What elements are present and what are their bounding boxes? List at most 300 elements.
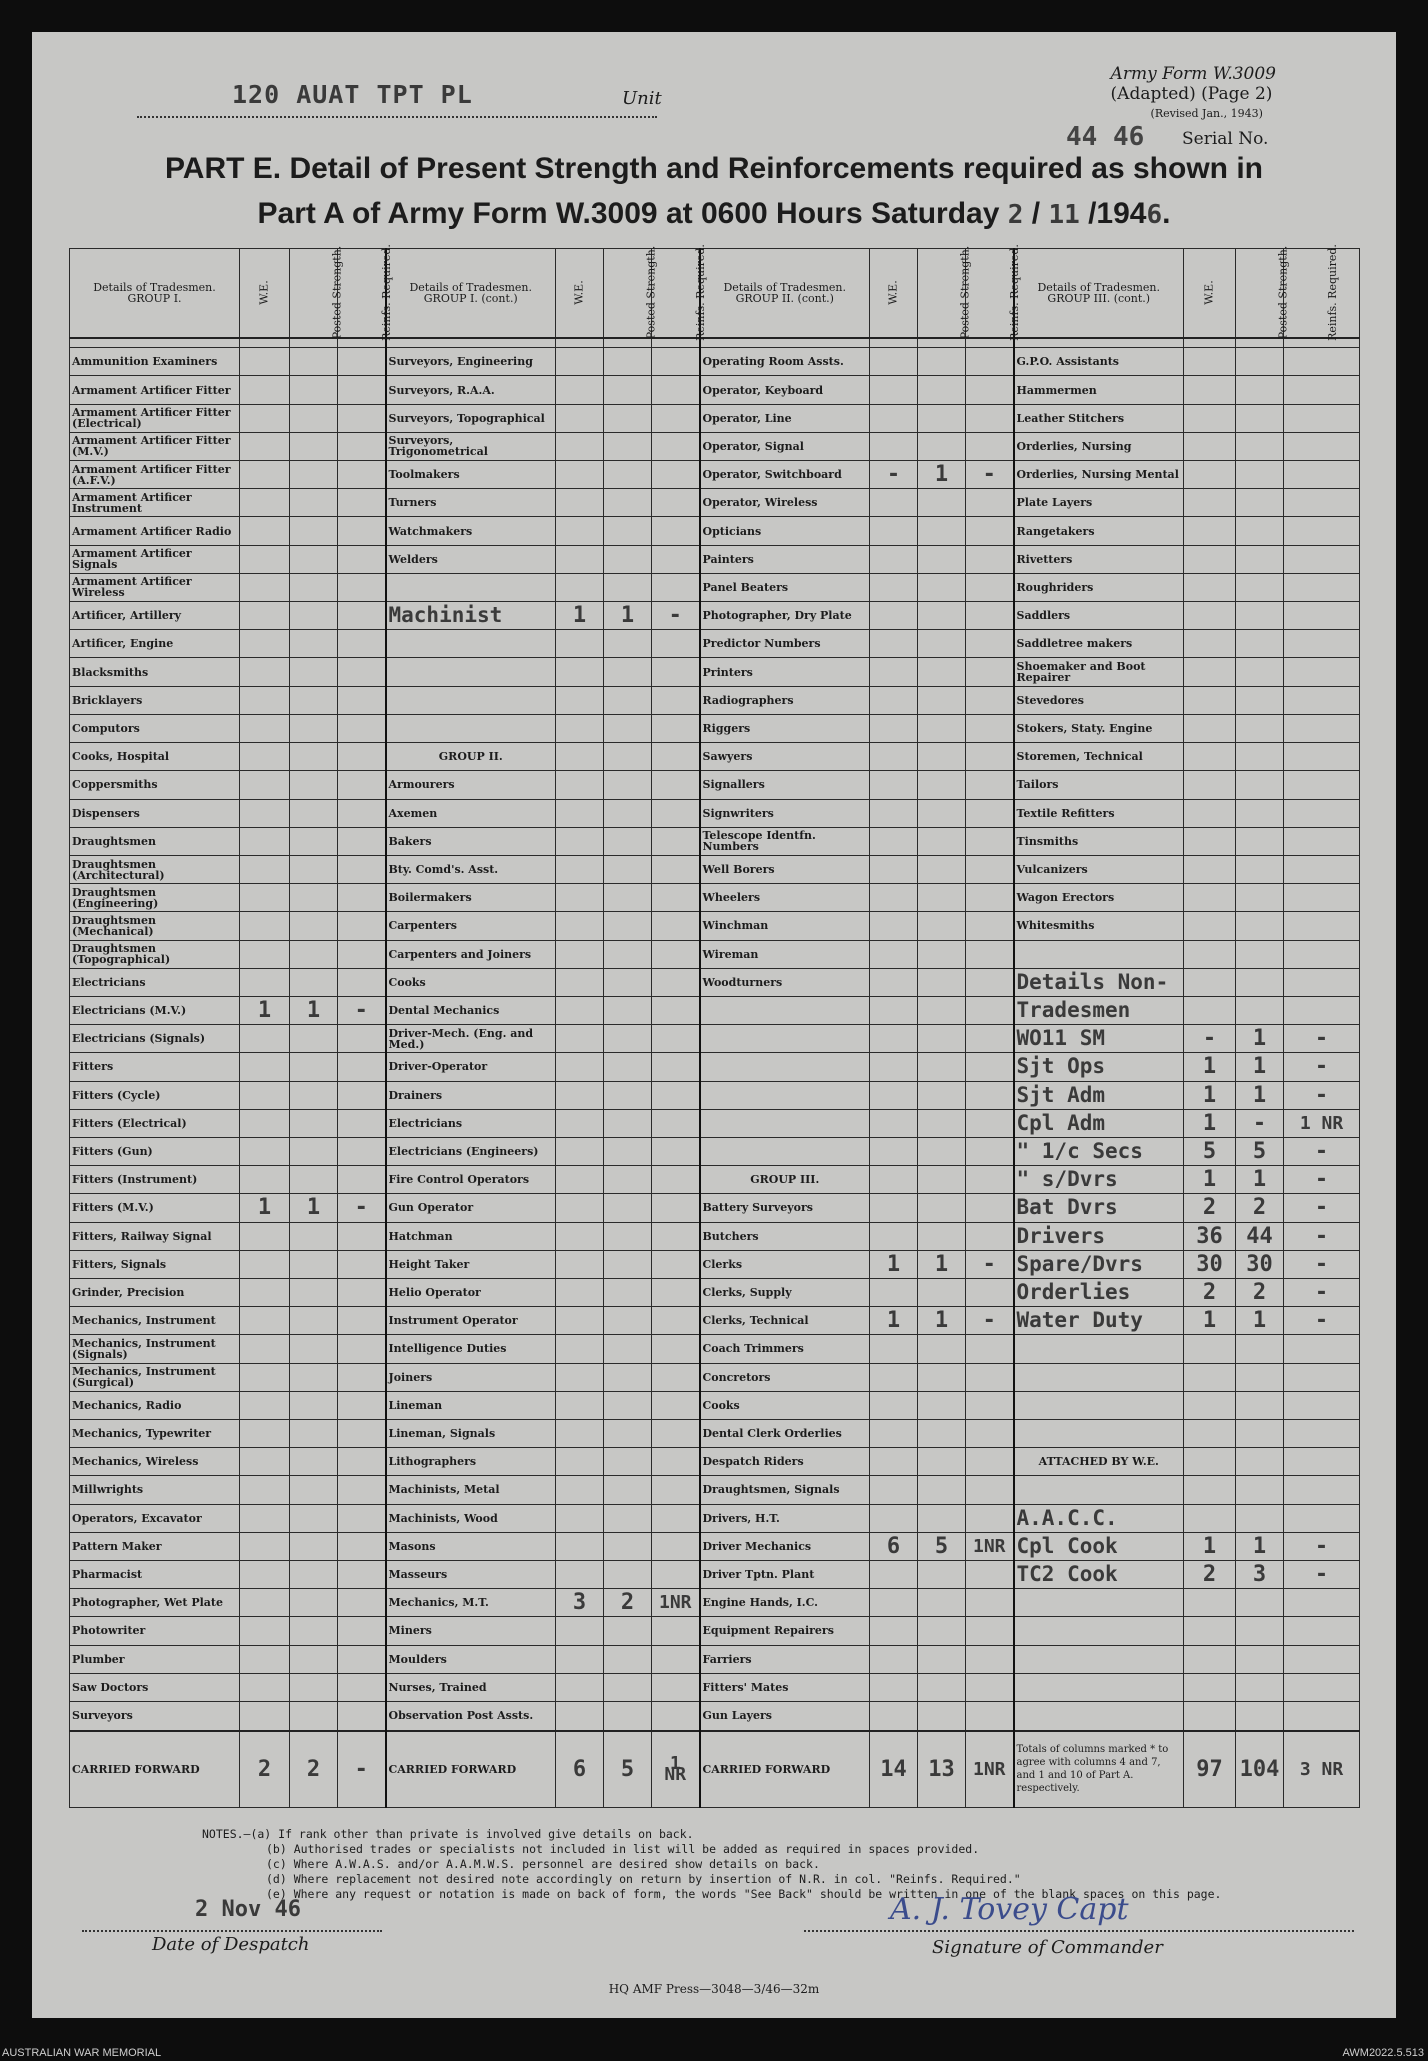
- trade-name-cell: Driver-Operator: [386, 1053, 556, 1081]
- table-row: [70, 489, 1360, 517]
- value-cell: [1284, 376, 1360, 404]
- value-cell: [918, 1194, 966, 1222]
- trade-name-cell: Mechanics, Radio: [70, 1391, 240, 1419]
- value-cell: -: [1184, 1025, 1236, 1053]
- trade-name-cell: Stokers, Staty. Engine: [1014, 714, 1184, 742]
- value-cell: [1284, 1335, 1360, 1363]
- table-row: [70, 602, 1360, 630]
- trade-name-cell: Hammermen: [1014, 376, 1184, 404]
- trade-name-cell: [1014, 940, 1184, 968]
- value-cell: [290, 1278, 338, 1306]
- value-cell: [652, 376, 700, 404]
- value-cell: [240, 1391, 290, 1419]
- value-cell: 30: [1184, 1250, 1236, 1278]
- value-cell: [918, 1137, 966, 1165]
- trade-name-cell: [700, 996, 870, 1024]
- value-cell: [240, 1476, 290, 1504]
- trade-name-cell: Leather Stitchers: [1014, 404, 1184, 432]
- trade-name-cell: Machinist: [386, 602, 556, 630]
- value-cell: [290, 1307, 338, 1335]
- value-cell: [290, 855, 338, 883]
- col-header-group1-cont: Details of Tradesmen. GROUP I. (cont.): [386, 249, 556, 338]
- value-cell: [290, 1250, 338, 1278]
- value-cell: [966, 348, 1014, 376]
- value-cell: [1284, 658, 1360, 686]
- trade-name-cell: Miners: [386, 1617, 556, 1645]
- table-row: [70, 1025, 1360, 1053]
- trade-name-cell: Mechanics, M.T.: [386, 1589, 556, 1617]
- value-cell: [652, 912, 700, 940]
- trade-name-cell: Surveyors, Engineering: [386, 348, 556, 376]
- value-cell: 1: [240, 996, 290, 1024]
- value-cell: [556, 1702, 604, 1731]
- value-cell: [870, 1222, 918, 1250]
- trade-name-cell: Mechanics, Instrument (Signals): [70, 1335, 240, 1363]
- value-cell: [1236, 996, 1284, 1024]
- trade-name-cell: [1014, 1419, 1184, 1447]
- trade-name-cell: Carpenters and Joiners: [386, 940, 556, 968]
- value-cell: [870, 912, 918, 940]
- trade-name-cell: Hatchman: [386, 1222, 556, 1250]
- col-header-posted: Posted Strength.: [918, 249, 966, 338]
- trade-name-cell: [1014, 1702, 1184, 1731]
- value-cell: [1284, 461, 1360, 489]
- trade-name-cell: Woodturners: [700, 968, 870, 996]
- value-cell: [240, 404, 290, 432]
- trade-name-cell: A.A.C.C.: [1014, 1504, 1184, 1532]
- trade-name-cell: Masseurs: [386, 1560, 556, 1588]
- value-cell: [290, 1363, 338, 1391]
- table-row: [70, 1476, 1360, 1504]
- trade-name-cell: WO11 SM: [1014, 1025, 1184, 1053]
- trade-name-cell: Lineman: [386, 1391, 556, 1419]
- trade-name-cell: Winchman: [700, 912, 870, 940]
- trade-name-cell: Machinists, Wood: [386, 1504, 556, 1532]
- trade-name-cell: Whitesmiths: [1014, 912, 1184, 940]
- value-cell: [338, 376, 386, 404]
- table-row: [70, 1053, 1360, 1081]
- value-cell: [338, 1560, 386, 1588]
- value-cell: [338, 461, 386, 489]
- value-cell: [918, 1419, 966, 1447]
- value-cell: [1284, 1673, 1360, 1701]
- value-cell: [556, 1250, 604, 1278]
- value-cell: -: [1284, 1194, 1360, 1222]
- trade-name-cell: Masons: [386, 1532, 556, 1560]
- value-cell: [556, 348, 604, 376]
- value-cell: [604, 912, 652, 940]
- value-cell: [966, 573, 1014, 601]
- value-cell: [652, 1391, 700, 1419]
- value-cell: [966, 1702, 1014, 1731]
- trade-name-cell: Surveyors: [70, 1702, 240, 1731]
- value-cell: -: [1284, 1560, 1360, 1588]
- trade-name-cell: " s/Dvrs: [1014, 1166, 1184, 1194]
- value-cell: [966, 968, 1014, 996]
- table-row: [70, 1363, 1360, 1391]
- table-row: [70, 1532, 1360, 1560]
- value-cell: [652, 855, 700, 883]
- table-row: [70, 517, 1360, 545]
- value-cell: [240, 1025, 290, 1053]
- value-cell: 1: [1236, 1532, 1284, 1560]
- table-row: [70, 376, 1360, 404]
- cf-g2c-we: 14: [870, 1731, 918, 1808]
- value-cell: [604, 1391, 652, 1419]
- value-cell: [870, 968, 918, 996]
- press-imprint: HQ AMF Press—3048—3/46—32m: [608, 1982, 820, 1996]
- value-cell: [652, 1109, 700, 1137]
- value-cell: [338, 1109, 386, 1137]
- commander-signature: A. J. Tovey Capt: [890, 1892, 1129, 1927]
- value-cell: [966, 686, 1014, 714]
- value-cell: [918, 686, 966, 714]
- table-row: [70, 1307, 1360, 1335]
- trade-name-cell: [386, 686, 556, 714]
- value-cell: [918, 489, 966, 517]
- trade-name-cell: G.P.O. Assistants: [1014, 348, 1184, 376]
- value-cell: [240, 714, 290, 742]
- value-cell: [338, 348, 386, 376]
- value-cell: 1: [918, 1307, 966, 1335]
- value-cell: [1184, 1617, 1236, 1645]
- value-cell: [1284, 799, 1360, 827]
- trade-name-cell: Predictor Numbers: [700, 630, 870, 658]
- value-cell: [290, 545, 338, 573]
- value-cell: [918, 1109, 966, 1137]
- trade-name-cell: Mechanics, Typewriter: [70, 1419, 240, 1447]
- value-cell: 2: [604, 1589, 652, 1617]
- value-cell: [338, 686, 386, 714]
- trade-name-cell: [386, 573, 556, 601]
- trade-name-cell: Armament Artificer Fitter: [70, 376, 240, 404]
- cf-g1-we: 2: [240, 1731, 290, 1808]
- value-cell: 1: [1236, 1025, 1284, 1053]
- trade-name-cell: Ammunition Examiners: [70, 348, 240, 376]
- value-cell: [240, 1053, 290, 1081]
- value-cell: [1236, 1589, 1284, 1617]
- value-cell: [338, 545, 386, 573]
- value-cell: [604, 517, 652, 545]
- value-cell: [870, 1560, 918, 1588]
- value-cell: [918, 1166, 966, 1194]
- value-cell: [290, 1617, 338, 1645]
- value-cell: [652, 1702, 700, 1731]
- value-cell: [1236, 545, 1284, 573]
- value-cell: [1184, 1363, 1236, 1391]
- value-cell: [240, 573, 290, 601]
- value-cell: [870, 940, 918, 968]
- trade-name-cell: Machinists, Metal: [386, 1476, 556, 1504]
- value-cell: [652, 489, 700, 517]
- value-cell: [966, 658, 1014, 686]
- value-cell: [290, 714, 338, 742]
- value-cell: [240, 1702, 290, 1731]
- value-cell: [556, 1673, 604, 1701]
- value-cell: [604, 1617, 652, 1645]
- cf-g2c-reinfs: 1NR: [966, 1731, 1014, 1808]
- trade-name-cell: [1014, 1589, 1184, 1617]
- trade-name-cell: Orderlies, Nursing: [1014, 432, 1184, 460]
- note-c: (c) Where A.W.A.S. and/or A.A.M.W.S. personnel are desired show details on back.: [266, 1857, 820, 1871]
- value-cell: [290, 1419, 338, 1447]
- value-cell: [290, 573, 338, 601]
- value-cell: [918, 545, 966, 573]
- value-cell: [966, 743, 1014, 771]
- value-cell: [240, 461, 290, 489]
- trade-name-cell: [700, 1137, 870, 1165]
- value-cell: [870, 1025, 918, 1053]
- trade-name-cell: Millwrights: [70, 1476, 240, 1504]
- trade-name-cell: Fitters (Electrical): [70, 1109, 240, 1137]
- trade-name-cell: Tradesmen: [1014, 996, 1184, 1024]
- trade-name-cell: Watchmakers: [386, 517, 556, 545]
- value-cell: [556, 940, 604, 968]
- trade-name-cell: Axemen: [386, 799, 556, 827]
- value-cell: [1236, 432, 1284, 460]
- value-cell: [604, 686, 652, 714]
- value-cell: -: [652, 602, 700, 630]
- value-cell: [870, 1194, 918, 1222]
- value-cell: [556, 1222, 604, 1250]
- value-cell: [966, 517, 1014, 545]
- value-cell: [966, 827, 1014, 855]
- table-row: [70, 1560, 1360, 1588]
- trade-name-cell: Operating Room Assts.: [700, 348, 870, 376]
- value-cell: [556, 404, 604, 432]
- value-cell: [240, 1166, 290, 1194]
- trade-name-cell: Clerks, Technical: [700, 1307, 870, 1335]
- value-cell: 36: [1184, 1222, 1236, 1250]
- value-cell: [1184, 884, 1236, 912]
- value-cell: 1: [240, 1194, 290, 1222]
- value-cell: [556, 912, 604, 940]
- value-cell: [556, 771, 604, 799]
- value-cell: [290, 743, 338, 771]
- trade-name-cell: Signallers: [700, 771, 870, 799]
- trade-name-cell: Wagon Erectors: [1014, 884, 1184, 912]
- value-cell: [1236, 827, 1284, 855]
- col-header-group3-cont: Details of Tradesmen. GROUP III. (cont.): [1014, 249, 1184, 338]
- trade-name-cell: Toolmakers: [386, 461, 556, 489]
- value-cell: [290, 1166, 338, 1194]
- value-cell: [240, 1278, 290, 1306]
- value-cell: [556, 1448, 604, 1476]
- value-cell: [1184, 1391, 1236, 1419]
- trade-name-cell: Pharmacist: [70, 1560, 240, 1588]
- trade-name-cell: Stevedores: [1014, 686, 1184, 714]
- trade-name-cell: GROUP III.: [700, 1166, 870, 1194]
- trade-name-cell: [1014, 1391, 1184, 1419]
- value-cell: [240, 1081, 290, 1109]
- value-cell: -: [1284, 1081, 1360, 1109]
- trade-name-cell: Wheelers: [700, 884, 870, 912]
- value-cell: [240, 884, 290, 912]
- value-cell: [966, 912, 1014, 940]
- trade-name-cell: [1014, 1363, 1184, 1391]
- value-cell: [604, 1335, 652, 1363]
- value-cell: [290, 771, 338, 799]
- header-row: [70, 249, 1360, 338]
- trade-name-cell: Welders: [386, 545, 556, 573]
- value-cell: [1284, 771, 1360, 799]
- trade-name-cell: Water Duty: [1014, 1307, 1184, 1335]
- value-cell: [604, 884, 652, 912]
- value-cell: [870, 827, 918, 855]
- trade-name-cell: Draughtsmen, Signals: [700, 1476, 870, 1504]
- value-cell: 1: [290, 1194, 338, 1222]
- value-cell: [918, 771, 966, 799]
- value-cell: -: [1284, 1307, 1360, 1335]
- value-cell: [240, 376, 290, 404]
- trade-name-cell: Roughriders: [1014, 573, 1184, 601]
- signature-line: [804, 1928, 1354, 1932]
- value-cell: [652, 884, 700, 912]
- value-cell: [870, 602, 918, 630]
- value-cell: [240, 1363, 290, 1391]
- value-cell: [870, 1448, 918, 1476]
- value-cell: [652, 404, 700, 432]
- trade-name-cell: Clerks: [700, 1250, 870, 1278]
- trade-name-cell: Bty. Comd's. Asst.: [386, 855, 556, 883]
- value-cell: [604, 996, 652, 1024]
- trade-name-cell: Plate Layers: [1014, 489, 1184, 517]
- value-cell: [240, 1307, 290, 1335]
- trade-name-cell: " 1/c Secs: [1014, 1137, 1184, 1165]
- spacer-row: [70, 338, 1360, 348]
- value-cell: [966, 1278, 1014, 1306]
- trade-name-cell: Turners: [386, 489, 556, 517]
- value-cell: -: [966, 1307, 1014, 1335]
- value-cell: [652, 545, 700, 573]
- value-cell: [870, 714, 918, 742]
- value-cell: [870, 517, 918, 545]
- value-cell: [918, 1702, 966, 1731]
- table-row: [70, 1222, 1360, 1250]
- value-cell: [966, 940, 1014, 968]
- value-cell: [1184, 1702, 1236, 1731]
- value-cell: [918, 1645, 966, 1673]
- trade-name-cell: Cpl Adm: [1014, 1109, 1184, 1137]
- value-cell: [290, 1448, 338, 1476]
- trade-name-cell: Bat Dvrs: [1014, 1194, 1184, 1222]
- table-row: [70, 1250, 1360, 1278]
- value-cell: 5: [918, 1532, 966, 1560]
- table-row: [70, 686, 1360, 714]
- value-cell: [918, 517, 966, 545]
- value-cell: 1: [1236, 1307, 1284, 1335]
- value-cell: [338, 1250, 386, 1278]
- value-cell: -: [1284, 1137, 1360, 1165]
- value-cell: [338, 489, 386, 517]
- value-cell: [918, 1504, 966, 1532]
- trade-name-cell: Nurses, Trained: [386, 1673, 556, 1701]
- value-cell: [870, 884, 918, 912]
- value-cell: [870, 1109, 918, 1137]
- trade-name-cell: Electricians: [386, 1109, 556, 1137]
- trade-name-cell: Shoemaker and Boot Repairer: [1014, 658, 1184, 686]
- table-row: [70, 1335, 1360, 1363]
- value-cell: [604, 1560, 652, 1588]
- trade-name-cell: Operator, Wireless: [700, 489, 870, 517]
- unit-typed: 120 AUAT TPT PL: [232, 80, 473, 109]
- value-cell: [556, 996, 604, 1024]
- value-cell: [870, 743, 918, 771]
- value-cell: [918, 1448, 966, 1476]
- value-cell: [652, 1504, 700, 1532]
- value-cell: [870, 1673, 918, 1701]
- value-cell: [918, 1673, 966, 1701]
- value-cell: [240, 968, 290, 996]
- value-cell: [290, 1476, 338, 1504]
- col-header-we: W.E.: [240, 249, 290, 338]
- col-header-group1: Details of Tradesmen. GROUP I.: [70, 249, 240, 338]
- trade-name-cell: Lineman, Signals: [386, 1419, 556, 1447]
- value-cell: [870, 489, 918, 517]
- value-cell: [1184, 602, 1236, 630]
- value-cell: [918, 855, 966, 883]
- trade-name-cell: Fitters, Railway Signal: [70, 1222, 240, 1250]
- value-cell: [652, 573, 700, 601]
- value-cell: [240, 1137, 290, 1165]
- table-row: [70, 545, 1360, 573]
- value-cell: [1284, 743, 1360, 771]
- trade-name-cell: Cooks, Hospital: [70, 743, 240, 771]
- value-cell: [652, 996, 700, 1024]
- value-cell: [1284, 1589, 1360, 1617]
- value-cell: [556, 1504, 604, 1532]
- value-cell: [290, 517, 338, 545]
- table-row: [70, 461, 1360, 489]
- trade-name-cell: Orderlies, Nursing Mental: [1014, 461, 1184, 489]
- value-cell: [1284, 940, 1360, 968]
- trade-name-cell: [386, 630, 556, 658]
- value-cell: [556, 1363, 604, 1391]
- value-cell: [556, 489, 604, 517]
- value-cell: [240, 432, 290, 460]
- value-cell: [1236, 686, 1284, 714]
- value-cell: 1: [1236, 1053, 1284, 1081]
- value-cell: [604, 1081, 652, 1109]
- value-cell: [870, 1335, 918, 1363]
- value-cell: [1236, 940, 1284, 968]
- value-cell: [604, 1109, 652, 1137]
- value-cell: [652, 1448, 700, 1476]
- value-cell: [652, 1307, 700, 1335]
- value-cell: [652, 1053, 700, 1081]
- value-cell: [1184, 827, 1236, 855]
- value-cell: [652, 827, 700, 855]
- value-cell: [338, 714, 386, 742]
- value-cell: -: [870, 461, 918, 489]
- table-row: [70, 1278, 1360, 1306]
- value-cell: 2: [1236, 1278, 1284, 1306]
- trade-name-cell: Pattern Maker: [70, 1532, 240, 1560]
- value-cell: [1184, 1589, 1236, 1617]
- note-b: (b) Authorised trades or specialists not included in list will be added as required in spaces provided.: [266, 1842, 980, 1856]
- trade-name-cell: [1014, 1476, 1184, 1504]
- value-cell: [652, 1194, 700, 1222]
- value-cell: [338, 1391, 386, 1419]
- value-cell: [556, 1166, 604, 1194]
- value-cell: [1284, 517, 1360, 545]
- trade-name-cell: Mechanics, Instrument (Surgical): [70, 1363, 240, 1391]
- trade-name-cell: [1014, 1645, 1184, 1673]
- value-cell: [240, 348, 290, 376]
- value-cell: 1: [870, 1250, 918, 1278]
- trade-name-cell: ATTACHED BY W.E.: [1014, 1448, 1184, 1476]
- value-cell: [652, 1025, 700, 1053]
